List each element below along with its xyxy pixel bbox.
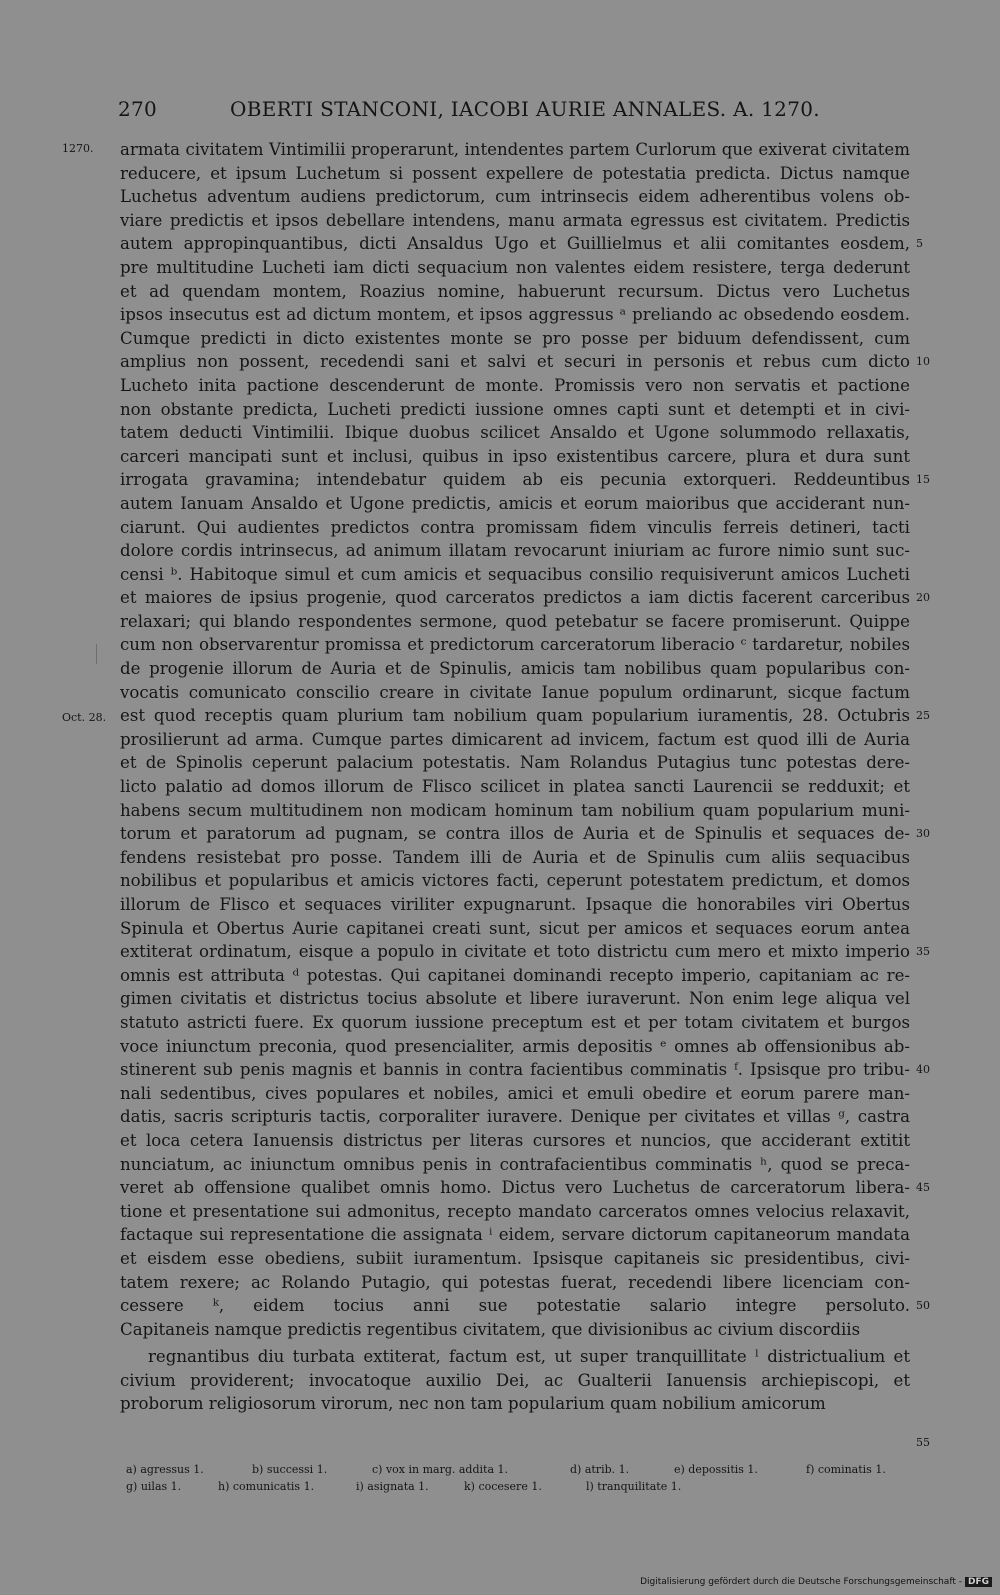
text-line: amplius non possent, recedendi sani et salvi et securi in personis et rebus cum dicto — [120, 352, 910, 372]
text-line: habens secum multitudinem non modicam hominum tam nobilium quam popularium muni- — [120, 800, 910, 820]
running-title: OBERTI STANCONI, IACOBI AURIE ANNALES. A. 1270. — [230, 97, 820, 121]
page-number: 270 — [118, 97, 158, 121]
footnote-row-1 — [126, 1461, 926, 1478]
line-number: 20 — [916, 591, 930, 605]
text-line: et maiores de ipsius progenie, quod carceratos predictos a iam dictis facerent carceribus — [120, 588, 910, 608]
footnotes — [126, 1461, 926, 1495]
line-number: 25 — [916, 709, 930, 723]
text-line: civium providerent; invocatoque auxilio Dei, ac Gualterii Ianuensis archiepiscopi, et — [120, 1370, 910, 1390]
footnote-a: a) agressus 1. — [126, 1463, 204, 1476]
line-number: 45 — [916, 1181, 930, 1195]
footnote-h: h) comunicatis 1. — [218, 1480, 315, 1493]
text-line: relaxari; qui blando respondentes sermone, quod petebatur se facere promiserunt. Quippe — [120, 611, 910, 631]
text-line: torum et paratorum ad pugnam, se contra illos de Auria et de Spinulis et sequaces de- — [120, 824, 910, 844]
text-line: Luchetus adventum audiens predictorum, cum intrinsecis eidem adherentibus volens ob- — [120, 187, 910, 207]
text-line: irrogata gravamina; intendebatur quidem ab eis pecunia extorqueri. Reddeuntibus — [120, 470, 910, 490]
text-line: viare predictis et ipsos debellare intendens, manu armata egressus est civitatem. Predictis — [120, 210, 910, 230]
digitization-credit — [640, 1577, 992, 1587]
text-line: voce iniunctum preconia, quod presencialiter, armis depositis ᵉ omnes ab offensionibus ab- — [120, 1036, 910, 1056]
text-line: gimen civitatis et districtus tocius absolute et libere iuraverunt. Non enim lege aliqua vel — [120, 989, 910, 1009]
text-line: Spinula et Obertus Aurie capitanei creati sunt, sicut per amicos et sequaces eorum antea — [120, 918, 910, 938]
text-line: cum non observarentur promissa et predictorum carceratorum liberacio ᶜ tardaretur, nobiles — [120, 635, 910, 655]
text-line: ipsos insecutus est ad dictum montem, et ipsos aggressus ᵃ preliando ac obsedendo eosdem. — [120, 305, 910, 325]
text-line: armata civitatem Vintimilii properarunt, intendentes partem Curlorum que exiverat civitatem — [120, 140, 910, 159]
text-line: statuto astricti fuere. Ex quorum iussione preceptum est et per totam civitatem et burgos — [120, 1012, 910, 1032]
line-number: 5 — [916, 237, 923, 251]
margin-date: Oct. 28. — [62, 711, 107, 724]
text-line: carceri mancipati sunt et inclusi, quibus in ipso existentibus carcere, plura et dura sunt — [120, 446, 910, 466]
footnote-row-2 — [126, 1478, 926, 1495]
line-number: 15 — [916, 473, 930, 487]
footnote-i: i) asignata 1. — [356, 1480, 429, 1493]
footnote-b: b) successi 1. — [252, 1463, 328, 1476]
text-line: non obstante predicta, Lucheti predicti iussione omnes capti sunt et detempti et in civi- — [120, 399, 910, 419]
text-line: et de Spinolis ceperunt palacium potestatis. Nam Rolandus Putagius tunc potestas dere- — [120, 753, 910, 773]
text-line: nunciatum, ac iniunctum omnibus penis in contrafacientibus comminatis ʰ, quod se preca- — [120, 1154, 910, 1174]
text-line: cessere ᵏ, eidem tocius anni sue potestatie salario integre persoluto. — [120, 1296, 910, 1316]
text-line: Cumque predicti in dicto existentes monte se pro posse per biduum defendissent, cum — [120, 328, 910, 348]
text-line: censi ᵇ. Habitoque simul et cum amicis et sequacibus consilio requisiverunt amicos Lucheti — [120, 564, 910, 584]
line-number: 40 — [916, 1063, 930, 1077]
line-number: 10 — [916, 355, 930, 369]
text-line: fendens resistebat pro posse. Tandem illi de Auria et de Spinulis cum aliis sequacibus — [120, 847, 910, 867]
text-line: prosilierunt ad arma. Cumque partes dimicarent ad invicem, factum est quod illi de Auria — [120, 729, 910, 749]
text-line: dolore cordis intrinsecus, ad animum illatam revocarunt iniuriam ac furore nimio sunt suc- — [120, 541, 910, 561]
dfg-logo: DFG — [965, 1577, 992, 1587]
text-line: Capitaneis namque predictis regentibus civitatem, que divisionibus ac civium discordiis — [120, 1319, 861, 1339]
text-line: tatem rexere; ac Rolando Putagio, qui potestas fuerat, recedendi libere licenciam con- — [120, 1272, 910, 1292]
text-line: de progenie illorum de Auria et de Spinulis, amicis tam nobilibus quam popularibus con- — [120, 659, 910, 679]
text-line: proborum religiosorum virorum, nec non tam popularium quam nobilium amicorum — [120, 1394, 826, 1414]
text-line: stinerent sub penis magnis et bannis in contra facientibus comminatis ᶠ. Ipsisque pro tribu- — [120, 1060, 910, 1080]
text-line: regnantibus diu turbata extiterat, factum est, ut super tranquillitate ˡ districtualium et — [148, 1347, 910, 1367]
text-line: omnis est attributa ᵈ potestas. Qui capitanei dominandi recepto imperio, capitaniam ac re- — [120, 965, 910, 985]
credit-text: Digitalisierung gefördert durch die Deutsche Forschungsgemeinschaft - — [640, 1577, 962, 1587]
footnote-f: f) cominatis 1. — [806, 1463, 886, 1476]
text-line: factaque sui representatione die assignata ⁱ eidem, servare dictorum capitaneorum mandata — [120, 1225, 910, 1245]
running-header — [118, 97, 820, 127]
main-text — [120, 138, 910, 1416]
text-line: est quod receptis quam plurium tam nobilium quam popularium iuramentis, 28. Octubris — [120, 706, 910, 726]
footnote-k: k) cocesere 1. — [464, 1480, 542, 1493]
margin-mark — [96, 644, 97, 664]
text-line: Lucheto inita pactione descenderunt de monte. Promissis vero non servatis et pactione — [120, 375, 910, 395]
text-line: datis, sacris scripturis tactis, corporaliter iuravere. Denique per civitates et villas ᵍ, castra — [120, 1107, 910, 1127]
text-line: vocatis comunicato conscilio creare in civitate Ianue populum ordinarunt, sicque factum — [120, 682, 910, 702]
text-line: illorum de Flisco et sequaces viriliter expugnarunt. Ipsaque die honorabiles viri Obertus — [120, 895, 910, 914]
text-line: pre multitudine Lucheti iam dicti sequacium non valentes eidem resistere, terga dederunt — [120, 257, 910, 277]
text-line: nobilibus et popularibus et amicis victores facti, ceperunt potestatem predictum, et domos — [120, 871, 910, 891]
text-line: autem Ianuam Ansaldo et Ugone predictis, amicis et eorum maioribus que acciderant nun- — [120, 493, 910, 513]
text-line: tatem deducti Vintimilii. Ibique duobus scilicet Ansaldo et Ugone solummodo rellaxatis, — [120, 423, 910, 443]
text-line: veret ab offensione qualibet omnis homo. Dictus vero Luchetus de carceratorum libera- — [120, 1178, 910, 1198]
text-line: nali sedentibus, cives populares et nobiles, amici et emuli obedire et eorum parere man- — [120, 1083, 910, 1103]
line-number: 55 — [916, 1436, 930, 1449]
line-number: 35 — [916, 945, 930, 959]
margin-year: 1270. — [62, 142, 94, 155]
text-line: reducere, et ipsum Luchetum si possent expellere de potestatia predicta. Dictus namque — [120, 163, 910, 183]
text-line: autem appropinquantibus, dicti Ansaldus Ugo et Guillielmus et alii comitantes eosdem, — [120, 234, 910, 254]
line-number: 50 — [916, 1299, 930, 1313]
text-line: ciarunt. Qui audientes predictos contra promissam fidem vinculis ferreis detineri, tacti — [120, 517, 910, 537]
text-line: et ad quendam montem, Roazius nomine, habuerunt recursum. Dictus vero Luchetus — [120, 281, 910, 301]
footnote-c: c) vox in marg. addita 1. — [372, 1463, 508, 1476]
text-line: et loca cetera Ianuensis districtus per literas cursores et nuncios, que acciderant extitit — [120, 1130, 910, 1150]
text-line: licto palatio ad domos illorum de Flisco scilicet in platea sancti Laurencii se redduxit; et — [120, 777, 910, 797]
line-number: 30 — [916, 827, 930, 841]
footnote-g: g) uilas 1. — [126, 1480, 182, 1493]
footnote-d: d) atrib. 1. — [570, 1463, 630, 1476]
text-line: extiterat ordinatum, eisque a populo in civitate et toto districtu cum mero et mixto imperio — [120, 942, 910, 962]
footnote-e: e) depossitis 1. — [674, 1463, 758, 1476]
text-line: et eisdem esse obediens, subiit iuramentum. Ipsisque capitaneis sic presidentibus, civi- — [120, 1248, 910, 1268]
footnote-l: l) tranquilitate 1. — [586, 1480, 682, 1493]
text-line: tione et presentatione sui admonitus, recepto mandato carceratos omnes velocius relaxavit, — [120, 1201, 910, 1221]
